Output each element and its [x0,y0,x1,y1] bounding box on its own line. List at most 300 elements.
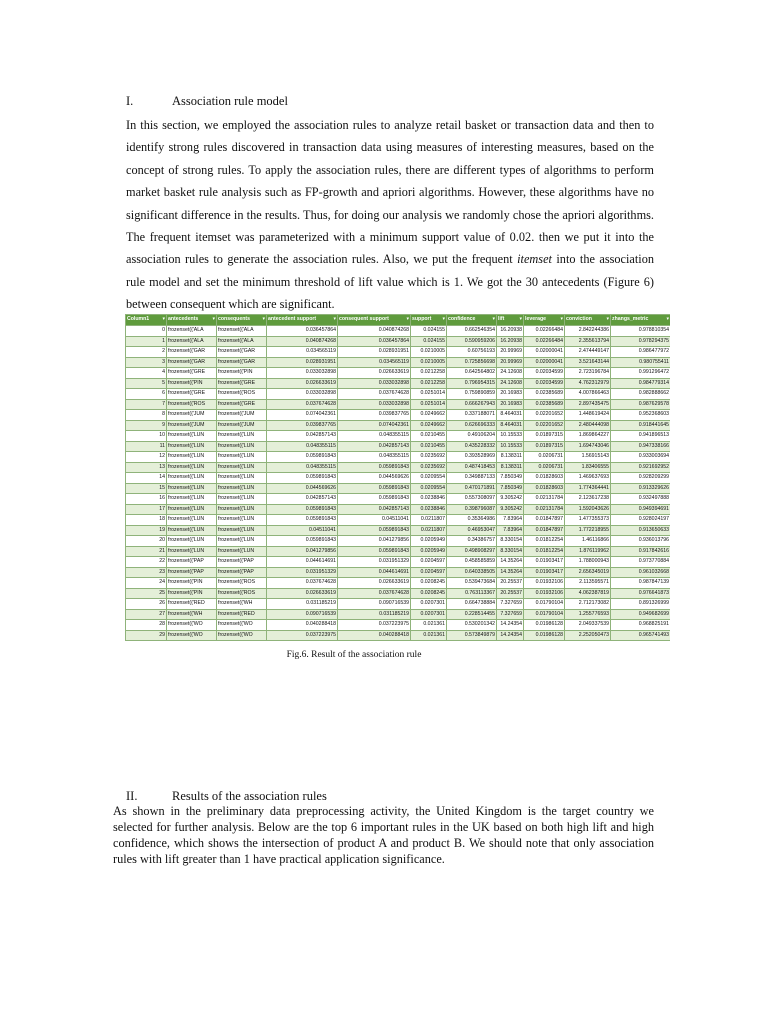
table-cell: 0.0251014 [411,399,447,410]
table-cell: frozenset({'PIN [217,368,267,379]
filter-dropdown-icon[interactable]: ▾ [442,316,445,323]
table-cell: 24.12608 [497,368,524,379]
table-cell: 7.327659 [497,599,524,610]
table-cell: 0.026633619 [338,368,411,379]
table-cell: 0.393528969 [447,452,497,463]
table-row [126,557,671,568]
column-header-label: Column1 [127,316,150,323]
column-header-label: conviction [566,316,592,323]
table-cell: frozenset({'RED [217,609,267,620]
table-cell: 0.49106204 [447,431,497,442]
association-rules-table [125,314,670,641]
table-row [126,620,671,631]
table-cell: 0.918441645 [611,420,671,431]
table-cell: 8.138311 [497,452,524,463]
table-cell: 0.059891843 [338,494,411,505]
table-cell: 2.123617238 [565,494,611,505]
column-header[interactable] [338,315,411,326]
table-cell: 0.044614691 [267,557,338,568]
table-cell: 0.928209299 [611,473,671,484]
table-cell: frozenset({'PIN [167,378,217,389]
figure-caption-text: Fig.6. Result of the association rule [286,650,422,660]
table-cell: 2.723196784 [565,368,611,379]
table-cell: 0.0238846 [411,504,447,515]
table-cell: 20.16983 [497,389,524,400]
filter-dropdown-icon[interactable]: ▾ [666,316,669,323]
table-cell: 7.83964 [497,515,524,526]
table-cell: 0.487418453 [447,462,497,473]
table-cell: 0.34386757 [447,536,497,547]
table-cell: 0.987847139 [611,578,671,589]
table-cell: 0.026633619 [267,378,338,389]
table-row [126,347,671,358]
table-cell: 0.037674628 [338,389,411,400]
filter-dropdown-icon[interactable]: ▾ [333,316,336,323]
table-cell: 0.059891843 [267,515,338,526]
table-cell: 7 [126,399,167,410]
table-cell: frozenset({'LUN [167,525,217,536]
table-cell: 0.02201652 [524,410,565,421]
section-2-title: Results of the association rules [172,789,327,803]
table-row [126,504,671,515]
table-cell: 2 [126,347,167,358]
table-cell: 20.99969 [497,347,524,358]
table-cell: 0.60756193 [447,347,497,358]
table-cell: 0.031951329 [338,557,411,568]
table-cell: frozenset({'GRE [217,378,267,389]
table-cell: 20.25537 [497,578,524,589]
table-cell: 0.024155 [411,326,447,337]
table-cell: 0.01812254 [524,536,565,547]
table-cell: 0.041279856 [267,546,338,557]
filter-dropdown-icon[interactable]: ▾ [212,316,215,323]
table-cell: 12 [126,452,167,463]
table-cell: 0.048355115 [338,452,411,463]
table-cell: 1.83406555 [565,462,611,473]
table-cell: 0.666267943 [447,399,497,410]
table-cell: 0.941896513 [611,431,671,442]
table-cell: frozenset({'JUM [217,420,267,431]
table-cell: 0.090716539 [338,599,411,610]
table-cell: 4 [126,368,167,379]
table-cell: frozenset({'PAP [217,567,267,578]
table-cell: 14.24354 [497,630,524,641]
filter-dropdown-icon[interactable]: ▾ [492,316,495,323]
table-cell: frozenset({'LUN [217,536,267,547]
table-cell: 0.033032898 [267,368,338,379]
table-row [126,431,671,442]
table-cell: 0.021361 [411,630,447,641]
table-cell: 14.35264 [497,567,524,578]
table-cell: frozenset({'LUN [167,504,217,515]
table-cell: 0.059891843 [338,525,411,536]
table-cell: frozenset({'LUN [217,452,267,463]
table-cell: 0.031951329 [267,567,338,578]
table-cell: 0.01897315 [524,431,565,442]
table-cell: 0.036457864 [267,326,338,337]
table-cell: frozenset({'WO [167,630,217,641]
table-row [126,599,671,610]
table-cell: 16.20938 [497,336,524,347]
table-cell: 0.991296472 [611,368,671,379]
table-cell: 0.033032898 [338,399,411,410]
table-cell: 1.469637693 [565,473,611,484]
table-cell: 0.040874268 [267,336,338,347]
table-cell: 0.02385689 [524,389,565,400]
filter-dropdown-icon[interactable]: ▾ [406,316,409,323]
table-cell: 0.059891843 [267,536,338,547]
table-row [126,389,671,400]
table-cell: 20.99969 [497,357,524,368]
table-cell: 0.498908297 [447,546,497,557]
table-cell: 0.059891843 [338,546,411,557]
table-cell: frozenset({'LUN [167,441,217,452]
table-cell: 0.042857143 [267,494,338,505]
table-cell: 2.712173082 [565,599,611,610]
table-body [126,326,671,641]
column-header[interactable] [611,315,671,326]
table-cell: 0.044569626 [267,483,338,494]
column-header-label: zhangs_metric [612,316,649,323]
table-cell: 0.0235692 [411,452,447,463]
table-cell: 8.330154 [497,546,524,557]
table-cell: 0.04511041 [338,515,411,526]
table-cell: 0.0206731 [524,462,565,473]
table-cell: 7.850349 [497,473,524,484]
table-row [126,336,671,347]
table-cell: frozenset({'LUN [167,431,217,442]
table-cell: 0.026633619 [338,578,411,589]
filter-dropdown-icon[interactable]: ▾ [262,316,265,323]
table-cell: 0.042857143 [338,504,411,515]
table-cell: 0.048355115 [267,462,338,473]
table-cell: 0.936013796 [611,536,671,547]
table-cell: 0.982888662 [611,389,671,400]
table-cell: 20.16983 [497,399,524,410]
table-cell: frozenset({'LUN [217,504,267,515]
table-cell: 29 [126,630,167,641]
table-cell: 0.968825191 [611,620,671,631]
table-cell: 0.041279856 [338,536,411,547]
table-cell: 14.35264 [497,557,524,568]
table-cell: 0.978810354 [611,326,671,337]
table-cell: 0.913650633 [611,525,671,536]
table-cell: 0.0210005 [411,347,447,358]
table-cell: 0.02034599 [524,368,565,379]
table-cell: 20.25537 [497,588,524,599]
table-cell: 18 [126,515,167,526]
table-cell: frozenset({'PAP [217,557,267,568]
table-cell: 0.435228332 [447,441,497,452]
table-cell: 27 [126,609,167,620]
column-header-label: confidence [448,316,476,323]
table-cell: 1.477355373 [565,515,611,526]
figure-caption [0,650,768,660]
table-cell: 0.028931951 [267,357,338,368]
table-cell: 0.933003694 [611,452,671,463]
table-cell: 0.917842616 [611,546,671,557]
table-cell: 2.252050473 [565,630,611,641]
table-cell: 0.949682699 [611,609,671,620]
table-cell: 0.228514455 [447,609,497,620]
table-cell: 7.83964 [497,525,524,536]
table-cell: 2.049337539 [565,620,611,631]
table-row [126,515,671,526]
table-cell: 0.398796087 [447,504,497,515]
table-cell: 0.01812254 [524,546,565,557]
table-cell: 0.02000041 [524,347,565,358]
table-cell: 0.986477972 [611,347,671,358]
table-cell: frozenset({'JUM [167,410,217,421]
table-cell: 0.0208245 [411,578,447,589]
table-cell: 0.01847897 [524,525,565,536]
table-cell: frozenset({'WO [217,620,267,631]
table-cell: frozenset({'LUN [167,462,217,473]
table-cell: 0.349887133 [447,473,497,484]
table-cell: 0.980755411 [611,357,671,368]
table-cell: 0.0210005 [411,357,447,368]
table-cell: 0.02266484 [524,326,565,337]
table-cell: 0.01932106 [524,588,565,599]
column-header[interactable] [524,315,565,326]
table-cell: 0.037223975 [267,630,338,641]
table-cell: 0.973770884 [611,557,671,568]
table-cell: 0.932497888 [611,494,671,505]
table-cell: 0.0210455 [411,441,447,452]
column-header[interactable] [565,315,611,326]
table-cell: 0.048355115 [338,431,411,442]
table-cell: 0.573849879 [447,630,497,641]
table-cell: 19 [126,525,167,536]
table-cell: 0.961032668 [611,567,671,578]
table-cell: 0.026633619 [267,588,338,599]
table-cell: 0.034565119 [267,347,338,358]
column-header[interactable] [217,315,267,326]
table-cell: frozenset({'RED [167,599,217,610]
table-cell: frozenset({'WO [167,620,217,631]
table-cell: 0.042857143 [267,431,338,442]
table-cell: frozenset({'PAP [167,557,217,568]
table-cell: frozenset({'ROS [217,578,267,589]
column-header-label: antecedent support [268,316,317,323]
table-cell: frozenset({'LUN [167,546,217,557]
table-cell: 0.037674628 [338,588,411,599]
table-cell: 1.592043626 [565,504,611,515]
column-header-label: support [412,316,432,323]
table-cell: 0.01986128 [524,620,565,631]
table-cell: frozenset({'GAR [167,357,217,368]
table-cell: 0.044614691 [338,567,411,578]
table-cell: 4.762312979 [565,378,611,389]
table-cell: 2.113595571 [565,578,611,589]
table-cell: 22 [126,557,167,568]
table-cell: 0.034565119 [338,357,411,368]
table-cell: 1 [126,336,167,347]
table-cell: 0.0205949 [411,536,447,547]
column-header-label: leverage [525,316,547,323]
table-cell: 0.928024197 [611,515,671,526]
table-cell: 0.952368603 [611,410,671,421]
table-cell: 0.0211807 [411,525,447,536]
table-cell: 0.059891843 [267,504,338,515]
table-cell: frozenset({'LUN [217,515,267,526]
table-cell: 11 [126,441,167,452]
column-header[interactable] [411,315,447,326]
table-cell: 1.448619424 [565,410,611,421]
table-cell: 8.464031 [497,410,524,421]
table-cell: frozenset({'GAR [217,357,267,368]
table-cell: 0.530201342 [447,620,497,631]
table-cell: 0.01897315 [524,441,565,452]
table-cell: 5 [126,378,167,389]
table-cell: frozenset({'ALA [167,336,217,347]
table-cell: 0.987629578 [611,399,671,410]
table-cell: frozenset({'ALA [217,336,267,347]
table-cell: 0.0249662 [411,410,447,421]
filter-dropdown-icon[interactable]: ▾ [519,316,522,323]
table-row [126,588,671,599]
table-cell: 0.059891843 [338,462,411,473]
column-header-label: consequent support [339,316,389,323]
table-cell: 0.0204597 [411,557,447,568]
table-cell: 0.024155 [411,336,447,347]
table-cell: 0.0207301 [411,609,447,620]
column-header[interactable] [167,315,217,326]
table-cell: 0.036457864 [338,336,411,347]
table-cell: frozenset({'ROS [217,588,267,599]
table-row [126,378,671,389]
section-1-title: Association rule model [172,94,288,108]
table-cell: frozenset({'WH [167,609,217,620]
column-header[interactable] [267,315,338,326]
table-cell: 0.0209554 [411,473,447,484]
table-cell: frozenset({'LUN [217,473,267,484]
table-cell: frozenset({'PIN [167,588,217,599]
table-cell: 9.305242 [497,504,524,515]
table-cell: 0.01828603 [524,473,565,484]
table-cell: 0.040288418 [267,620,338,631]
table-cell: frozenset({'ALA [217,326,267,337]
column-header-label: consequents [218,316,250,323]
table-cell: 10.15533 [497,441,524,452]
table-cell: 1.869864227 [565,431,611,442]
section-2-heading [126,788,327,804]
table-row [126,567,671,578]
table-row [126,462,671,473]
table-cell: 1.46116866 [565,536,611,547]
table-cell: frozenset({'LUN [167,473,217,484]
table-cell: 0.921692952 [611,462,671,473]
table-cell: 0.037674628 [267,578,338,589]
table-cell: 0.028931951 [338,347,411,358]
table-cell: 0.031185219 [267,599,338,610]
table-cell: 0.0249662 [411,420,447,431]
filter-dropdown-icon[interactable]: ▾ [560,316,563,323]
table-cell: frozenset({'LUN [167,483,217,494]
table-cell: 0.640338505 [447,567,497,578]
column-header-label: lift [498,316,505,323]
table-cell: 0.059891843 [267,473,338,484]
column-header[interactable] [126,315,167,326]
table-cell: 25 [126,588,167,599]
section-1-paragraph [126,114,654,316]
table-cell: frozenset({'LUN [167,494,217,505]
column-header-label: antecedents [168,316,199,323]
table-cell: 0.759890859 [447,389,497,400]
association-rules-table-figure [125,314,670,642]
table-row [126,326,671,337]
table-cell: 0.037223975 [338,620,411,631]
table-cell: frozenset({'LUN [217,494,267,505]
table-row [126,473,671,484]
table-cell: 0.033032898 [338,378,411,389]
filter-dropdown-icon[interactable]: ▾ [606,316,609,323]
table-cell: 0.037674628 [267,399,338,410]
table-cell: 0.031185219 [338,609,411,620]
table-cell: 0.01790104 [524,599,565,610]
table-row [126,452,671,463]
table-cell: 6 [126,389,167,400]
table-cell: frozenset({'PAP [167,567,217,578]
table-cell: 0.02385689 [524,399,565,410]
table-cell: 0.763113367 [447,588,497,599]
table-cell: 1.788000943 [565,557,611,568]
table-cell: 0.042857143 [338,441,411,452]
table-cell: 14 [126,473,167,484]
table-cell: 1.255776593 [565,609,611,620]
table-cell: 0.039837765 [267,420,338,431]
table-cell: 0.04511041 [267,525,338,536]
table-cell: frozenset({'LUN [217,441,267,452]
column-header[interactable] [497,315,524,326]
table-row [126,546,671,557]
table-cell: 0.059891843 [338,483,411,494]
table-cell: frozenset({'ROS [167,399,217,410]
table-cell: 0.040288418 [338,630,411,641]
table-cell: frozenset({'ROS [217,389,267,400]
table-cell: 1.774364441 [565,483,611,494]
table-cell: 0.46953047 [447,525,497,536]
table-cell: 0.01790104 [524,609,565,620]
table-cell: 0.626696333 [447,420,497,431]
table-cell: 0.947338166 [611,441,671,452]
table-cell: 20 [126,536,167,547]
table-cell: frozenset({'LUN [167,452,217,463]
table-cell: frozenset({'LUN [217,462,267,473]
table-cell: frozenset({'GRE [217,399,267,410]
column-header[interactable] [447,315,497,326]
table-cell: 0.984779314 [611,378,671,389]
table-cell: 0.02266484 [524,336,565,347]
table-cell: 0.01828603 [524,483,565,494]
table-cell: 0.337188071 [447,410,497,421]
table-cell: 8.330154 [497,536,524,547]
table-cell: 0.048355115 [267,441,338,452]
filter-dropdown-icon[interactable]: ▾ [162,316,165,323]
table-cell: 0.539473684 [447,578,497,589]
table-cell: frozenset({'LUN [217,525,267,536]
table-cell: 1.694743046 [565,441,611,452]
table-row [126,483,671,494]
table-cell: 1.56915143 [565,452,611,463]
table-cell: 7.850349 [497,483,524,494]
table-cell: 8.138311 [497,462,524,473]
table-cell: 9 [126,420,167,431]
table-cell: 0.976641873 [611,588,671,599]
table-cell: frozenset({'GRE [167,368,217,379]
table-cell: 0.02034599 [524,378,565,389]
table-cell: 0.090716539 [267,609,338,620]
